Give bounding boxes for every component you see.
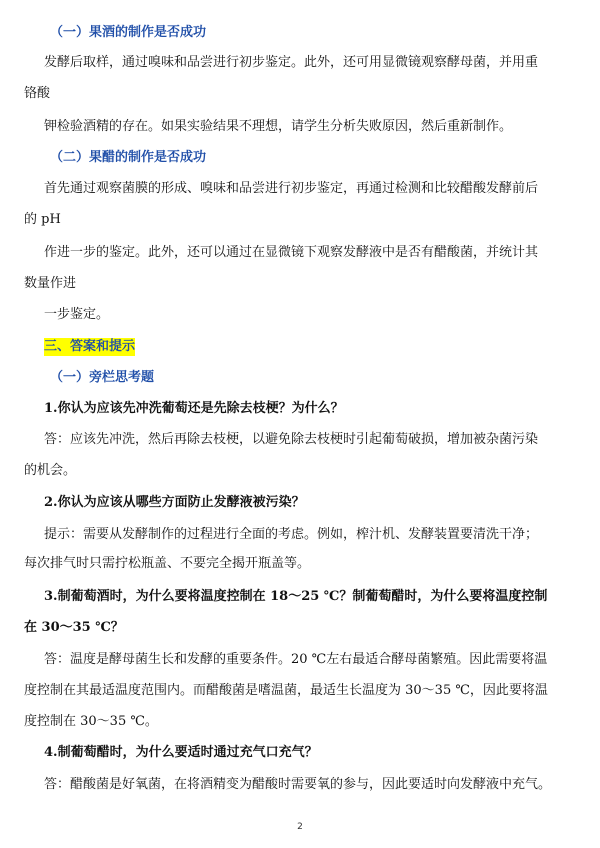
answer-1-line: 的机会。 bbox=[24, 463, 77, 478]
question-4: 4.制葡萄醋时，为什么要适时通过充气口充气？ bbox=[44, 745, 318, 760]
paragraph-line: 钾检验酒精的存在。如果实验结果不理想，请学生分析失败原因，然后重新制作。 bbox=[44, 119, 513, 134]
section-heading-answers: 三、答案和提示 bbox=[44, 339, 136, 354]
answer-2-line: 提示：需要从发酵制作的过程进行全面的考虑。例如，榨汁机、发酵装置要清洗干净； bbox=[44, 527, 539, 542]
paragraph-line: 的 pH bbox=[24, 212, 61, 227]
paragraph-line: 数量作进 bbox=[24, 276, 77, 291]
paragraph-line: 首先通过观察菌膜的形成、嗅味和品尝进行初步鉴定，再通过检测和比较醋酸发酵前后 bbox=[44, 181, 539, 196]
answer-3-line: 度控制在 30～35 ℃。 bbox=[24, 714, 158, 729]
paragraph-line: 发酵后取样，通过嗅味和品尝进行初步鉴定。此外，还可用显微镜观察酵母菌，并用重 bbox=[44, 55, 539, 70]
question-3-line: 在 30～35 ℃？ bbox=[24, 620, 124, 635]
question-2: 2.你认为应该从哪些方面防止发酵液被污染？ bbox=[44, 495, 305, 510]
subheading-fruit-wine-success: （一）果酒的制作是否成功 bbox=[50, 25, 207, 40]
answer-1-line: 答：应该先冲洗，然后再除去枝梗，以避免除去枝梗时引起葡萄破损，增加被杂菌污染 bbox=[44, 432, 539, 447]
paragraph-line: 一步鉴定。 bbox=[44, 307, 110, 322]
answer-2-line: 每次排气时只需拧松瓶盖、不要完全揭开瓶盖等。 bbox=[24, 556, 311, 571]
paragraph-line: 铬酸 bbox=[24, 86, 51, 101]
answer-3-line: 度控制在其最适温度范围内。而醋酸菌是嗜温菌，最适生长温度为 30～35 ℃，因此要将温 bbox=[24, 683, 548, 698]
answer-3-line: 答：温度是酵母菌生长和发酵的重要条件。20 ℃左右最适合酵母菌繁殖。因此需要将温 bbox=[44, 652, 548, 667]
question-1: 1.你认为应该先冲洗葡萄还是先除去枝梗？为什么？ bbox=[44, 401, 344, 416]
subheading-fruit-vinegar-success: （二）果醋的制作是否成功 bbox=[50, 150, 207, 165]
question-3: 3.制葡萄酒时，为什么要将温度控制在 18～25 ℃？制葡萄醋时，为什么要将温度控制 bbox=[44, 589, 548, 604]
page-number: 2 bbox=[297, 822, 303, 832]
subheading-sidebar-questions: （一）旁栏思考题 bbox=[50, 370, 155, 385]
paragraph-line: 作进一步的鉴定。此外，还可以通过在显微镜下观察发酵液中是否有醋酸菌，并统计其 bbox=[44, 245, 539, 260]
answer-4-line: 答：醋酸菌是好氧菌，在将酒精变为醋酸时需要氧的参与，因此要适时向发酵液中充气。 bbox=[44, 777, 552, 792]
